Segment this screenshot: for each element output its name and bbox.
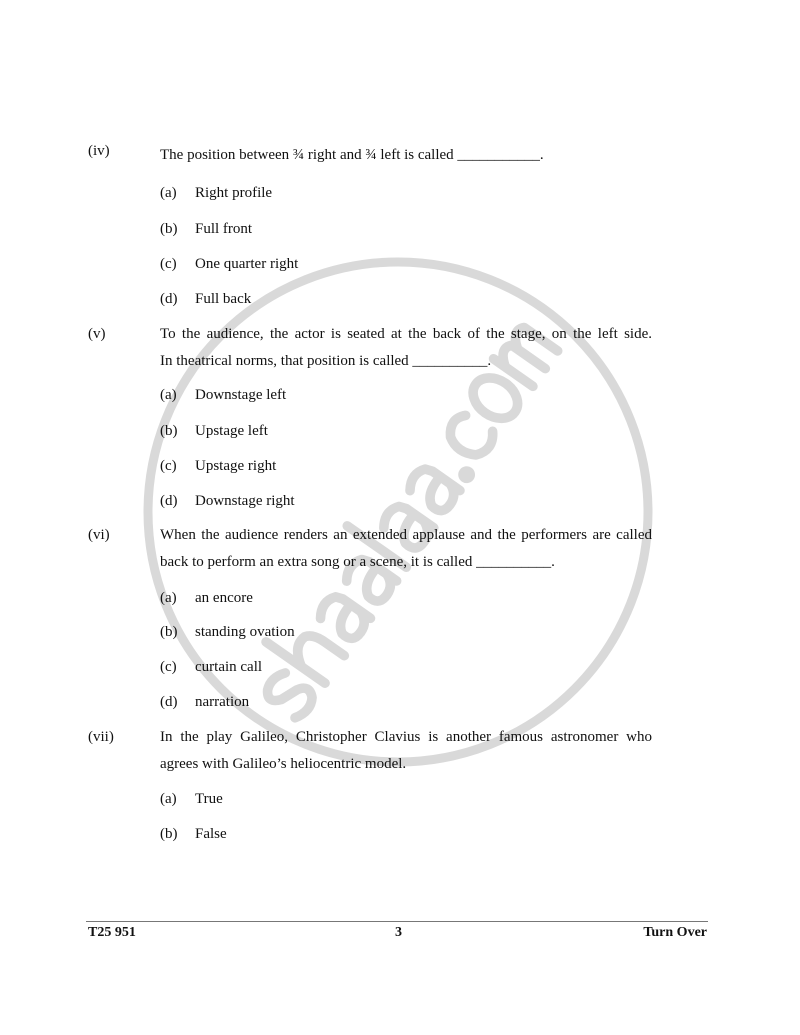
question-number: (vi) [88, 527, 110, 543]
footer-divider [86, 921, 708, 922]
question-number: (vii) [88, 729, 114, 745]
option-label: (b) [160, 423, 178, 439]
option-label: (c) [160, 659, 177, 675]
option-label: (b) [160, 221, 178, 237]
option-label: (d) [160, 694, 178, 710]
question-text: In theatrical norms, that position is called __________. [160, 353, 492, 369]
turn-over-label: Turn Over [643, 925, 707, 940]
option-text: Upstage right [195, 458, 277, 474]
question-number: (v) [88, 326, 106, 342]
question-text: agrees with Galileo’s heliocentric model. [160, 756, 407, 772]
option-label: (c) [160, 458, 177, 474]
option-label: (d) [160, 493, 178, 509]
option-label: (a) [160, 387, 177, 403]
question-number: (iv) [88, 143, 110, 159]
option-text: False [195, 826, 227, 842]
option-label: (a) [160, 791, 177, 807]
option-label: (a) [160, 590, 177, 606]
option-label: (d) [160, 291, 178, 307]
option-text: curtain call [195, 659, 263, 675]
option-text: Downstage right [195, 493, 295, 509]
option-label: (c) [160, 256, 177, 272]
option-label: (b) [160, 826, 178, 842]
question-text: When the audience renders an extended applause and the performers are called [160, 527, 652, 543]
page-number: 3 [395, 925, 402, 940]
option-text: an encore [195, 590, 253, 606]
question-text: back to perform an extra song or a scene, it is called __________. [160, 554, 555, 570]
option-text: Upstage left [195, 423, 268, 439]
watermark-logo [240, 310, 558, 721]
option-text: narration [195, 694, 250, 710]
question-text: To the audience, the actor is seated at the back of the stage, on the left side. [160, 326, 652, 342]
question-text: The position between ¾ right and ¾ left is called ___________. [160, 147, 544, 163]
option-text: Right profile [195, 185, 273, 201]
option-text: True [195, 791, 223, 807]
option-text: standing ovation [195, 624, 295, 640]
paper-code: T25 951 [88, 925, 136, 940]
option-text: One quarter right [195, 256, 299, 272]
option-text: Downstage left [195, 387, 287, 403]
option-text: Full back [195, 291, 252, 307]
question-text: In the play Galileo, Christopher Clavius is another famous astronomer who [160, 729, 652, 745]
option-text: Full front [195, 221, 253, 237]
option-label: (a) [160, 185, 177, 201]
option-label: (b) [160, 624, 178, 640]
